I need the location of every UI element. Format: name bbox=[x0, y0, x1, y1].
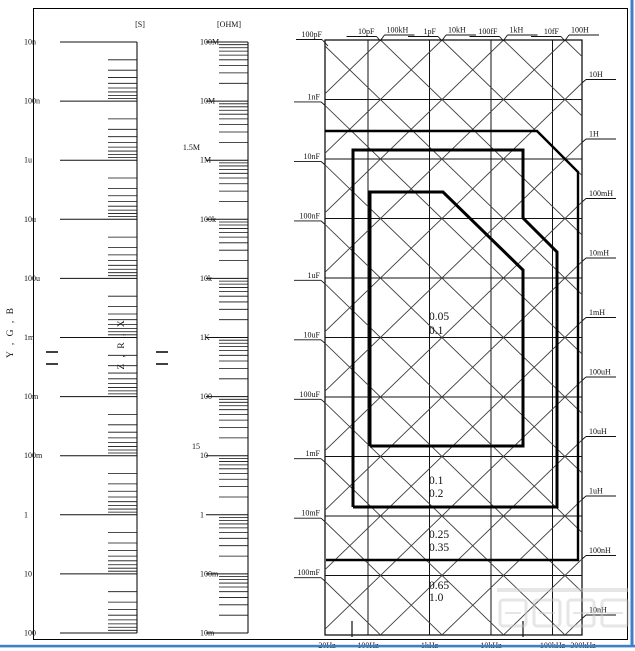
ohm-scale-label-1: 1 bbox=[200, 510, 204, 520]
s-scale-label-1m: 1m bbox=[24, 333, 35, 342]
ind-label-1h: 1H bbox=[589, 129, 599, 139]
cap-label-1nf: 1nF bbox=[307, 92, 320, 102]
cap-label-100nf: 100nF bbox=[299, 211, 320, 221]
ind-label-1kh: 1kH bbox=[509, 25, 524, 35]
ind-label-1mh: 1mH bbox=[589, 308, 605, 317]
ohm-scale-header: [OHM] bbox=[217, 20, 241, 29]
s-scale-label-100m: 100m bbox=[24, 451, 43, 461]
s-scale-label-100u: 100u bbox=[24, 273, 40, 283]
accuracy-value-1-0-b: 1.0 bbox=[429, 592, 444, 604]
y-g-b-rotated-label: Y , G , B bbox=[6, 306, 16, 358]
accuracy-value-0-05-a: 0.05 bbox=[429, 311, 450, 323]
ind-label-10nh: 10nH bbox=[589, 605, 607, 615]
ohm-scale-label-10: 10 bbox=[200, 451, 208, 461]
ohm-scale-label-100m: 100m bbox=[200, 569, 219, 579]
accuracy-value-0-65-a: 0.65 bbox=[429, 580, 450, 592]
ind-label-100nh: 100nH bbox=[589, 546, 611, 555]
s-scale bbox=[24, 20, 145, 638]
ind-label-10uh: 10uH bbox=[589, 427, 607, 436]
s-scale-label-1u: 1u bbox=[24, 155, 32, 165]
ohm-scale-extra-15: 15 bbox=[192, 442, 200, 451]
watermark bbox=[497, 590, 628, 626]
accuracy-value-0-25-a: 0.25 bbox=[429, 529, 450, 541]
ohm-scale-label-100: 100 bbox=[200, 392, 212, 402]
cap-label-1mf: 1mF bbox=[305, 449, 320, 459]
ohm-scale-label-1k: 1K bbox=[200, 333, 210, 342]
ind-label-100uh: 100uH bbox=[589, 367, 611, 377]
ohm-scale-label-1m: 1M bbox=[200, 155, 212, 165]
cap-label-10mf: 10mF bbox=[301, 508, 320, 518]
ohm-scale-label-100k: 100k bbox=[200, 214, 216, 224]
ind-label-100mh: 100mH bbox=[589, 189, 613, 198]
z-r-x-rotated-label: Z , R , X bbox=[117, 318, 127, 370]
ind-label-1uh: 1uH bbox=[589, 486, 603, 496]
s-scale-label-10m: 10m bbox=[24, 392, 39, 402]
window-right-edge bbox=[631, 0, 634, 646]
cap-label-100mf: 100mF bbox=[297, 568, 320, 578]
cap-label-100pf: 100pF bbox=[301, 30, 322, 39]
ohm-scale-label-10m: 10m bbox=[200, 628, 215, 638]
boundary-region-3 bbox=[325, 131, 578, 560]
s-scale-label-10: 10 bbox=[24, 569, 32, 579]
s-scale-label-10n: 10n bbox=[24, 37, 36, 47]
ohm-scale bbox=[200, 20, 248, 638]
s-scale-header: [S] bbox=[135, 20, 145, 29]
ind-label-100h: 100H bbox=[571, 25, 589, 35]
ohm-scale-label-10k: 10k bbox=[200, 273, 212, 283]
ohm-scale-label-10m: 10M bbox=[200, 96, 216, 106]
ind-label-10kh: 10kH bbox=[448, 25, 466, 35]
cap-label-10nf: 10nF bbox=[303, 151, 320, 161]
cap-label-100ff: 100fF bbox=[478, 27, 498, 36]
cap-label-1pf: 1pF bbox=[423, 27, 436, 36]
accuracy-value-0-2-b: 0.2 bbox=[429, 488, 444, 500]
ind-label-10mh: 10mH bbox=[589, 248, 609, 258]
ohm-scale-label-100m: 100M bbox=[200, 37, 220, 47]
s-scale-label-100: 100 bbox=[24, 628, 36, 638]
cap-label-10uf: 10uF bbox=[303, 330, 320, 340]
s-scale-label-10u: 10u bbox=[24, 214, 36, 224]
accuracy-value-0-35-b: 0.35 bbox=[429, 542, 450, 554]
ind-label-100kh: 100kH bbox=[386, 25, 409, 35]
ohm-scale-extra-1-5m: 1.5M bbox=[182, 143, 200, 152]
ind-label-10h: 10H bbox=[589, 70, 603, 79]
cap-label-10pf: 10pF bbox=[358, 27, 375, 36]
s-scale-label-1: 1 bbox=[24, 510, 28, 520]
window-bottom-edge bbox=[0, 645, 635, 648]
accuracy-value-0-1-b: 0.1 bbox=[429, 325, 444, 337]
cap-label-100uf: 100uF bbox=[299, 389, 320, 399]
accuracy-boundaries bbox=[325, 131, 578, 560]
main-grid bbox=[325, 40, 582, 637]
s-scale-label-100n: 100n bbox=[24, 96, 40, 106]
cap-label-1uf: 1uF bbox=[307, 270, 320, 280]
accuracy-value-0-1-a: 0.1 bbox=[429, 475, 444, 487]
cap-label-10ff: 10fF bbox=[543, 27, 559, 36]
